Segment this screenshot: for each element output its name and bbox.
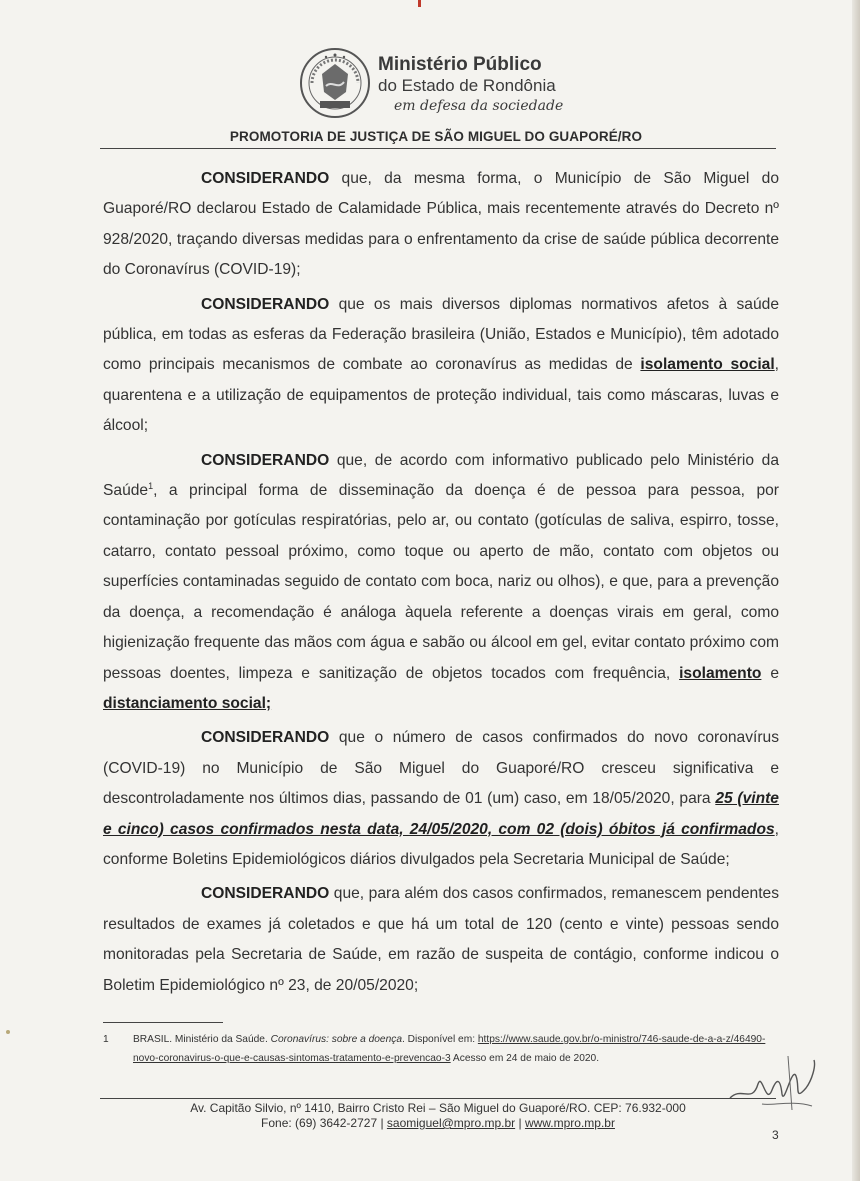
footer-divider bbox=[100, 1098, 776, 1099]
footer-separator: | bbox=[515, 1116, 525, 1130]
paragraph-1 bbox=[103, 164, 779, 286]
footnote-number: 1 bbox=[103, 1034, 109, 1045]
page-number: 3 bbox=[772, 1128, 779, 1142]
institution-subtitle: do Estado de Rondônia bbox=[378, 76, 556, 95]
institution-seal-logo bbox=[298, 46, 372, 120]
paragraph-text: e bbox=[761, 664, 779, 682]
footer-phone: Fone: (69) 3642-2727 | bbox=[261, 1116, 387, 1130]
paragraph-text: , conforme Boletins Epidemiológicos diários divulgados pela Secretaria Municipal de Saúde; bbox=[103, 820, 779, 868]
footer bbox=[100, 1101, 776, 1131]
footnote-text bbox=[133, 1030, 779, 1068]
red-edge-mark bbox=[418, 0, 421, 7]
keyword-considerando: CONSIDERANDO bbox=[201, 170, 330, 187]
footnote-url-link[interactable]: https://www.saude.gov.br/o-ministro/746-saude-de-a-a-z/46490-novo-coronavirus-o-que-e-causas-sintomas-tratamento-e-prevencao-3 bbox=[133, 1034, 766, 1064]
footer-address: Av. Capitão Silvio, nº 1410, Bairro Cristo Rei – São Miguel do Guaporé/RO. CEP: 76.932-000 bbox=[190, 1101, 686, 1115]
footer-contact bbox=[100, 1116, 776, 1131]
footnote-title: Coronavírus: sobre a doença bbox=[270, 1034, 402, 1045]
handwritten-signature bbox=[722, 1046, 822, 1116]
footer-email-link[interactable]: saomiguel@mpro.mp.br bbox=[386, 1116, 516, 1130]
paragraph-2 bbox=[103, 290, 779, 442]
footnote-access: Acesso em 24 de maio de 2020. bbox=[450, 1053, 600, 1064]
keyword-considerando: CONSIDERANDO bbox=[201, 885, 330, 903]
paragraph-text: que, da mesma forma, o Município de São Miguel do Guaporé/RO declarou Estado de Calamidade Pública, mais recentemente através do Decreto nº 928/2020, traçando diversas medidas para o enfrentamento da crise de saúde pública decorrente do Coronavírus (COVID-19); bbox=[103, 170, 779, 279]
keyword-considerando: CONSIDERANDO bbox=[201, 729, 330, 747]
scan-speck bbox=[6, 1030, 10, 1034]
emphasis-isolamento-social: isolamento social bbox=[640, 356, 775, 374]
keyword-considerando: CONSIDERANDO bbox=[201, 451, 330, 469]
paragraph-text: que os mais diversos diplomas normativos afetos à saúde pública, em todas as esferas da Federação brasileira (União, Estados e Município), têm adotado como principais mecanismos de combate ao coronavírus as medidas de bbox=[103, 295, 779, 374]
footnote-reference[interactable]: 1 bbox=[148, 480, 154, 491]
emphasis-confirmed-cases: 25 (vinte e cinco) casos confirmados nesta data, 24/05/2020, com 02 (dois) óbitos já confirmados bbox=[103, 790, 779, 838]
letterhead bbox=[298, 44, 598, 124]
paragraph-text: que, de acordo com informativo publicado pelo Ministério da Saúde bbox=[103, 451, 779, 500]
footnote-divider bbox=[103, 1022, 223, 1023]
paragraph-3 bbox=[103, 446, 779, 720]
institution-motto: em defesa da sociedade bbox=[394, 98, 564, 114]
paragraph-text: que, para além dos casos confirmados, remanescem pendentes resultados de exames já coletados e que há um total de 120 (cento e vinte) pessoas sendo monitoradas pela Secretaria de Saúde, em razão de suspeita de contágio, conforme indicou o Boletim Epidemiológico nº 23, de 20/05/2020; bbox=[103, 885, 779, 994]
paragraph-text: , quarentena e a utilização de equipamentos de proteção individual, tais como máscaras, luvas e álcool; bbox=[103, 356, 780, 435]
institution-name: Ministério Público bbox=[378, 54, 542, 75]
paragraph-5 bbox=[103, 879, 779, 1001]
header-divider bbox=[100, 148, 776, 149]
page-edge-shadow bbox=[852, 0, 860, 1181]
footer-website-link[interactable]: www.mpro.mp.br bbox=[524, 1116, 615, 1130]
keyword-considerando: CONSIDERANDO bbox=[201, 295, 330, 313]
paragraph-text: , a principal forma de disseminação da doença é de pessoa para pessoa, por contaminação por gotículas respiratórias, pelo ar, ou contato (gotículas de saliva, espirro, tosse, catarro, contato pessoal próximo, como toque ou aperto de mão, contato com objetos ou superfícies contaminadas seguido de contato com boca, nariz ou olhos), e que, para a prevenção da doença, a recomendação é análoga àquela referente a doenças virais em geral, como higienização frequente das mãos com água e sabão ou álcool em gel, evitar contato próximo com pessoas doentes, limpeza e sanitização de objetos tocados com frequência, bbox=[103, 482, 779, 682]
paragraph-4 bbox=[103, 723, 779, 875]
footnote-available: . Disponível em: bbox=[402, 1034, 478, 1045]
footnote-author: BRASIL. Ministério da Saúde. bbox=[133, 1034, 271, 1045]
document-body bbox=[103, 164, 779, 1001]
emphasis-distanciamento-social: distanciamento social; bbox=[103, 694, 272, 712]
promotoria-heading: PROMOTORIA DE JUSTIÇA DE SÃO MIGUEL DO GUAPORÉ/RO bbox=[229, 129, 643, 144]
footnote bbox=[103, 1030, 779, 1068]
paragraph-text: que o número de casos confirmados do novo coronavírus (COVID-19) no Município de São Miguel do Guaporé/RO cresceu significativa e descontroladamente nos últimos dias, passando de 01 (um) caso, em 18/05/2020, para bbox=[103, 729, 779, 808]
emphasis-isolamento: isolamento bbox=[679, 664, 762, 682]
